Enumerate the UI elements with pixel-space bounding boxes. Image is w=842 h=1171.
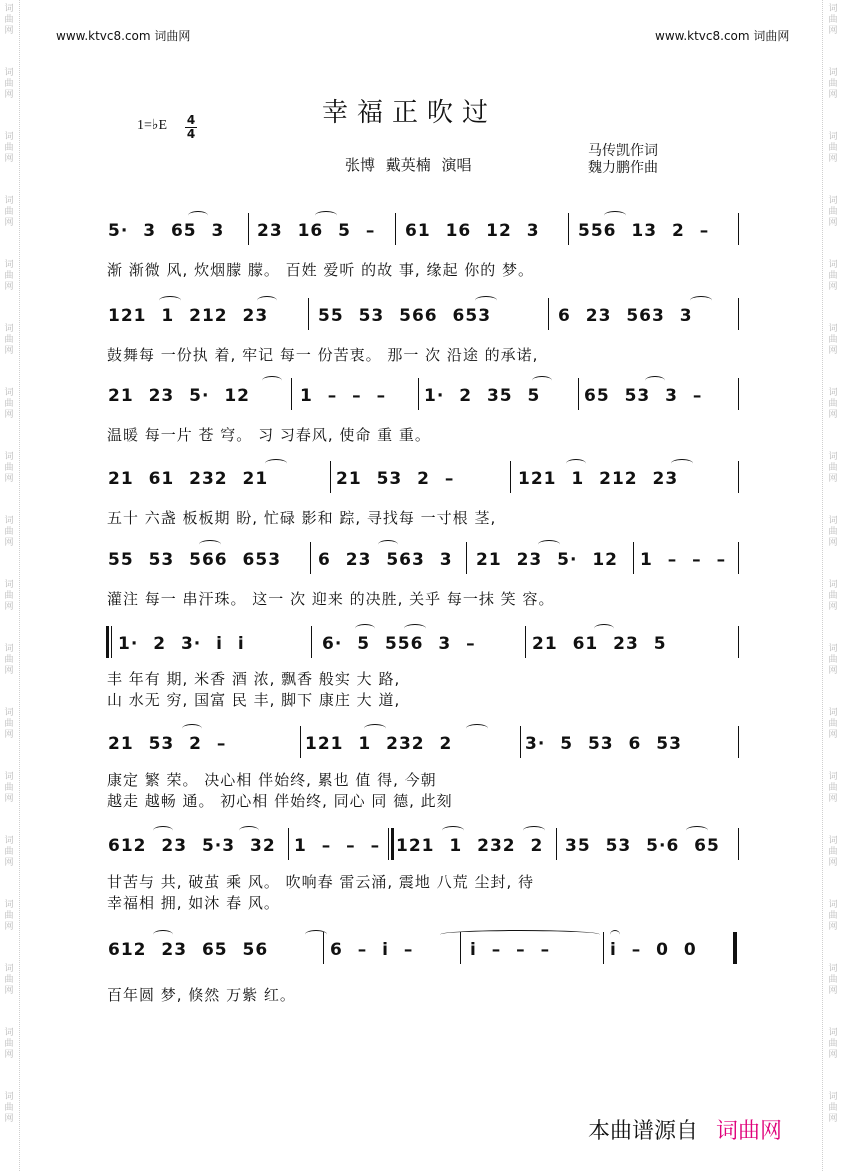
measure: 61 16 12 3 [405,221,540,241]
barline [525,626,526,658]
watermark-glyphs: 词 曲 网 [828,132,838,164]
barline [568,213,569,245]
lyric-line: 五十 六盏 板板期 盼, 忙碌 影和 踪, 寻找每 一寸根 茎, [107,509,497,527]
repeat-end-barline [391,828,394,860]
watermark-glyphs: 词 曲 网 [4,68,14,100]
barline [330,461,331,493]
watermark-glyphs: 词 曲 网 [4,1028,14,1060]
watermark-glyphs: 词 曲 网 [828,580,838,612]
barline [738,298,739,330]
measure: 6 23 563 3 [558,306,693,326]
watermark-glyphs: 词 曲 网 [4,836,14,868]
watermark-glyphs: 词 曲 网 [4,708,14,740]
composer: 魏力鹏作曲 [588,160,658,176]
slur-mark [475,296,497,305]
lyric-line: 甘苦与 共, 破茧 乘 风。 吹响春 雷云涌, 震地 八荒 尘封, 待 [107,873,534,891]
barline [395,213,396,245]
watermark-glyphs: 词 曲 网 [828,1028,838,1060]
barline [248,213,249,245]
left-watermark-strip [0,0,22,1171]
barline [738,626,739,658]
measure: 55 53 566 653 [108,550,282,570]
measure: 5· 3 65 3 [108,221,225,241]
barline [520,726,521,758]
notation-line [0,540,842,580]
barline [308,298,309,330]
slur-mark [153,826,173,835]
watermark-glyphs: 词 曲 网 [4,452,14,484]
barline [548,298,549,330]
watermark-glyphs: 词 曲 网 [4,964,14,996]
watermark-glyphs: 词 曲 网 [828,452,838,484]
measure: 1· 2 35 5 [424,386,541,406]
notation-line [0,624,842,664]
measure: 21 23 5· 12 [476,550,619,570]
measure: 1 – – – [294,836,381,856]
measure: 121 1 232 2 [305,734,453,754]
watermark-glyphs: 词 曲 网 [828,196,838,228]
notation-line [0,211,842,251]
barline [738,461,739,493]
slur-mark [305,930,327,939]
barline [418,378,419,410]
measure: 55 53 566 653 [318,306,492,326]
source-brand-link[interactable]: 词曲网 [716,1119,783,1144]
lyric-line: 丰 年有 期, 米香 酒 浓, 飘香 般实 大 路, [107,670,401,688]
slur-mark [566,459,586,468]
watermark-glyphs: 词 曲 网 [828,964,838,996]
measure: 6 23 563 3 [318,550,453,570]
barline [738,828,739,860]
slur-mark [686,826,708,835]
right-watermark-strip [820,0,842,1171]
lyric-line: 灌注 每一 串汗珠。 这一 次 迎来 的决胜, 关乎 每一抹 笑 容。 [107,590,555,608]
slur-mark [315,211,337,220]
measure: 1 – – – [640,550,727,570]
slur-mark [440,930,600,939]
slur-mark [153,930,173,939]
barline [388,828,389,860]
watermark-glyphs: 词 曲 网 [4,260,14,292]
watermark-glyphs: 词 曲 网 [828,708,838,740]
song-title: 幸福正吹过 [322,98,498,128]
measure: 121 1 212 23 [518,469,679,489]
watermark-glyphs: 词 曲 网 [828,1092,838,1124]
repeat-start-thin-barline [111,626,112,658]
watermark-glyphs: 词 曲 网 [4,900,14,932]
lyric-line: 温暖 每一片 苍 穹。 习 习春风, 使命 重 重。 [107,426,431,444]
slur-mark [262,376,282,385]
final-barline [733,932,736,964]
site-url-left[interactable]: www.ktvc8.com 词曲网 [56,29,191,43]
lyric-line: 康定 繁 荣。 决心相 伴始终, 累也 值 得, 今朝 [107,771,437,789]
notation-line [0,930,842,970]
barline [466,542,467,574]
watermark-glyphs: 词 曲 网 [828,324,838,356]
measure: 23 16 5 – [257,221,376,241]
measure: 3· 5 53 6 53 [525,734,682,754]
barline [603,932,604,964]
barline [738,213,739,245]
key-signature: 1=♭E [137,118,168,133]
barline [738,726,739,758]
slur-mark [188,211,208,220]
slur-mark [594,624,614,633]
slur-mark [442,826,464,835]
slur-mark [378,540,398,549]
measure: 612 23 5·3 32 [108,836,276,856]
slur-mark [404,624,426,633]
lyric-line-second-verse: 山 水无 穷, 国富 民 丰, 脚下 康庄 大 道, [107,691,401,709]
measure: 6· 5 556 3 – [322,634,476,654]
watermark-glyphs: 词 曲 网 [828,836,838,868]
measure: 1· 2 3· i i [118,634,245,654]
measure: 65 53 3 – [584,386,703,406]
slur-mark [257,296,277,305]
slur-mark [239,826,259,835]
notation-line [0,826,842,866]
watermark-glyphs: 词 曲 网 [828,260,838,292]
measure: 6 – i – [330,940,414,960]
barline [291,378,292,410]
slur-mark [159,296,181,305]
measure: 21 53 2 – [336,469,455,489]
watermark-glyphs: 词 曲 网 [828,900,838,932]
measure: 21 61 23 5 [532,634,667,654]
slur-mark [182,724,202,733]
repeat-start-barline [106,626,109,658]
notation-line [0,724,842,764]
singers: 张博 戴英楠 演唱 [345,156,472,174]
site-url-right[interactable]: www.ktvc8.com 词曲网 [655,29,790,43]
slur-mark [538,540,560,549]
watermark-glyphs: 词 曲 网 [4,580,14,612]
lyric-line: 渐 渐微 风, 炊烟朦 朦。 百姓 爱听 的故 事, 缘起 你的 梦。 [107,261,534,279]
measure: 21 23 5· 12 [108,386,251,406]
slur-mark [523,826,545,835]
notation-line [0,459,842,499]
watermark-glyphs: 词 曲 网 [4,772,14,804]
watermark-glyphs: 词 曲 网 [828,644,838,676]
slur-mark [610,930,620,939]
watermark-glyphs: 词 曲 网 [4,196,14,228]
slur-mark [671,459,693,468]
lyricist: 马传凯作词 [588,143,658,159]
measure: 121 1 232 2 [396,836,544,856]
slur-mark [364,724,386,733]
measure: i – – – [470,940,551,960]
watermark-glyphs: 词 曲 网 [4,516,14,548]
lyric-line: 鼓舞每 一份执 着, 牢记 每一 份苦衷。 那一 次 沿途 的承诺, [107,346,539,364]
watermark-glyphs: 词 曲 网 [4,1092,14,1124]
slur-mark [604,211,626,220]
barline [310,542,311,574]
slur-mark [690,296,712,305]
measure: 35 53 5·6 65 [565,836,720,856]
watermark-glyphs: 词 曲 网 [828,4,838,36]
measure: 1 – – – [300,386,387,406]
lyric-line: 百年圆 梦, 倏然 万紫 红。 [107,986,296,1004]
watermark-glyphs: 词 曲 网 [4,388,14,420]
source-credit [588,1114,782,1145]
notation-line [0,296,842,336]
watermark-glyphs: 词 曲 网 [828,516,838,548]
barline [578,378,579,410]
slur-mark [265,459,287,468]
watermark-glyphs: 词 曲 网 [828,68,838,100]
credits [588,143,658,177]
time-signature: 4 4 [186,113,196,141]
source-label: 本曲谱源自 [588,1119,699,1144]
lyric-line-second-verse: 幸福相 拥, 如沐 春 风。 [107,894,280,912]
barline [633,542,634,574]
watermark-glyphs: 词 曲 网 [4,644,14,676]
measure: i – 0 0 [610,940,697,960]
lyric-line-second-verse: 越走 越畅 通。 初心相 伴始终, 同心 同 德, 此刻 [107,792,453,810]
slur-mark [532,376,552,385]
measure: 612 23 65 56 [108,940,269,960]
watermark-glyphs: 词 曲 网 [4,132,14,164]
barline [311,626,312,658]
measure: 21 53 2 – [108,734,227,754]
barline [556,828,557,860]
barline [738,542,739,574]
notation-line [0,376,842,416]
slur-mark [466,724,488,733]
barline [288,828,289,860]
barline [510,461,511,493]
barline [738,378,739,410]
measure: 556 13 2 – [578,221,710,241]
barline [300,726,301,758]
watermark-glyphs: 词 曲 网 [4,324,14,356]
measure: 21 61 232 21 [108,469,269,489]
measure: 121 1 212 23 [108,306,269,326]
barline [736,932,737,964]
slur-mark [355,624,375,633]
watermark-glyphs: 词 曲 网 [828,388,838,420]
watermark-glyphs: 词 曲 网 [828,772,838,804]
watermark-glyphs: 词 曲 网 [4,4,14,36]
slur-mark [199,540,221,549]
slur-mark [645,376,665,385]
